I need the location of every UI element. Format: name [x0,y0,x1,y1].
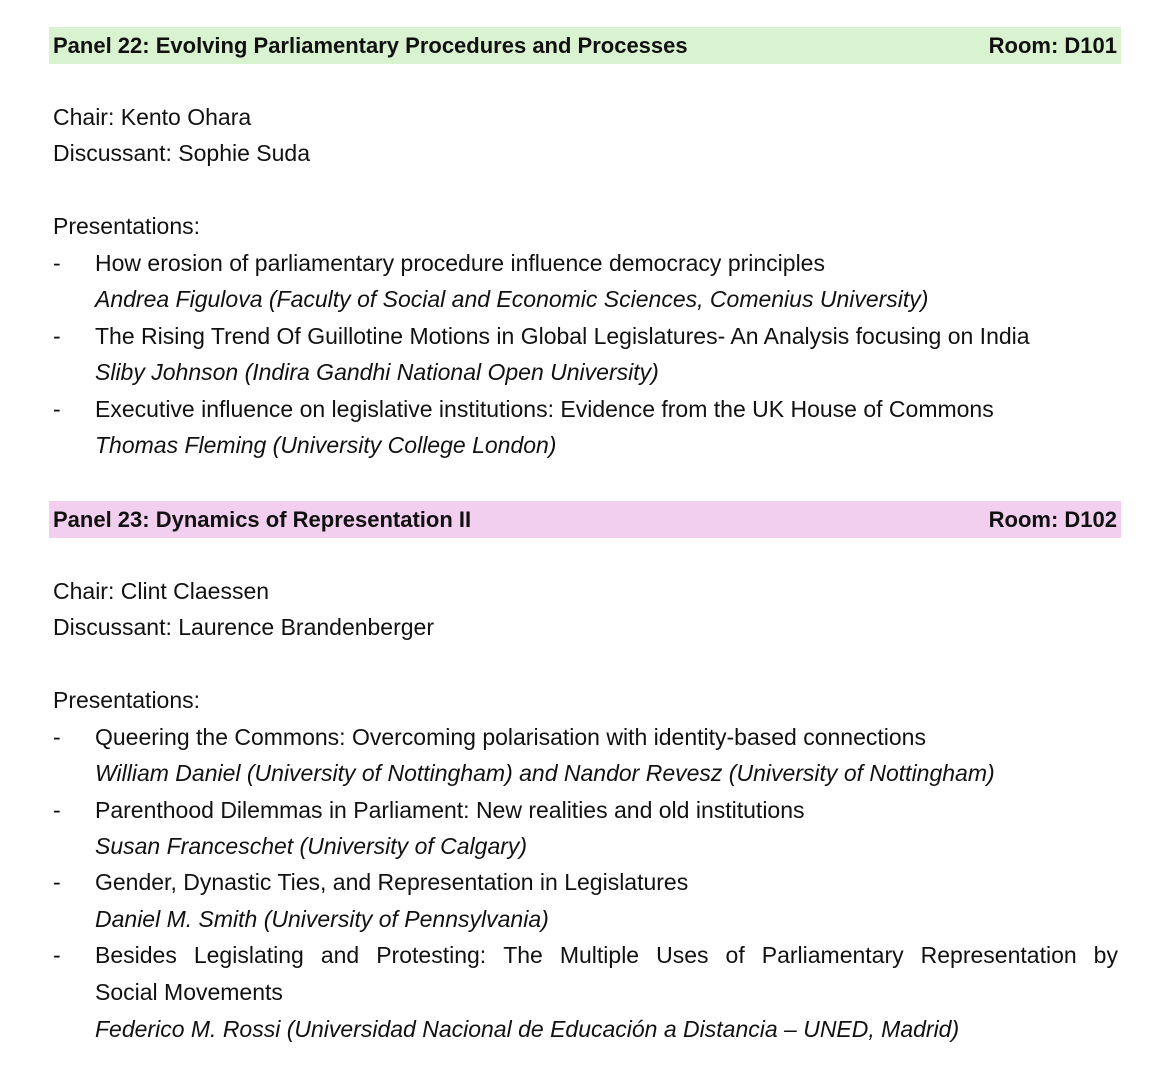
bullet-dash: - [53,724,61,750]
presentation-title: Parenthood Dilemmas in Parliament: New realities and old institutions [95,797,805,823]
panel-22-header [49,27,1121,64]
presentation-author: William Daniel (University of Nottingham) and Nandor Revesz (University of Nottingham) [95,760,995,786]
panel-title: Panel 22: Evolving Parliamentary Procedures and Processes [53,32,688,58]
presentation-title-justified [95,942,1118,969]
panel-title: Panel 23: Dynamics of Representation II [53,506,472,532]
title-word: Parliamentary [761,942,904,968]
title-word: Representation [920,942,1077,968]
title-word: Legislating [193,942,304,968]
bullet-dash: - [53,250,61,276]
panel-room: Room: D101 [988,32,1117,58]
bullet-dash: - [53,942,61,968]
panel-room: Room: D102 [988,506,1117,532]
presentation-title: How erosion of parliamentary procedure influence democracy principles [95,250,825,276]
bullet-dash: - [53,869,61,895]
presentation-author: Thomas Fleming (University College London) [95,432,557,458]
title-word: Protesting: [376,942,487,968]
presentation-author: Andrea Figulova (Faculty of Social and Economic Sciences, Comenius University) [95,286,929,312]
discussant-line: Discussant: Laurence Brandenberger [53,614,435,640]
panel-23-header [49,501,1121,538]
title-word: Besides [95,942,177,968]
title-word: by [1093,942,1118,968]
presentations-label: Presentations: [53,213,201,239]
presentation-title: Executive influence on legislative institutions: Evidence from the UK House of Commons [95,396,994,422]
bullet-dash: - [53,323,61,349]
discussant-line: Discussant: Sophie Suda [53,140,310,166]
title-word: Multiple [559,942,640,968]
presentation-author: Daniel M. Smith (University of Pennsylvania) [95,906,549,932]
title-word: of [725,942,745,968]
presentation-author: Federico M. Rossi (Universidad Nacional de Educación a Distancia – UNED, Madrid) [95,1016,960,1042]
title-word: Uses [656,942,709,968]
presentation-author: Susan Franceschet (University of Calgary) [95,833,528,859]
presentation-author: Sliby Johnson (Indira Gandhi National Open University) [95,359,659,385]
chair-line: Chair: Kento Ohara [53,104,252,130]
title-word: The [503,942,543,968]
presentation-title-continued: Social Movements [95,979,283,1005]
bullet-dash: - [53,396,61,422]
presentation-title: Gender, Dynastic Ties, and Representation in Legislatures [95,869,689,895]
title-word: and [320,942,360,968]
bullet-dash: - [53,797,61,823]
presentation-title: The Rising Trend Of Guillotine Motions in Global Legislatures- An Analysis focusing on India [95,323,1030,349]
presentations-label: Presentations: [53,687,201,713]
chair-line: Chair: Clint Claessen [53,578,270,604]
presentation-title: Queering the Commons: Overcoming polarisation with identity-based connections [95,724,926,750]
